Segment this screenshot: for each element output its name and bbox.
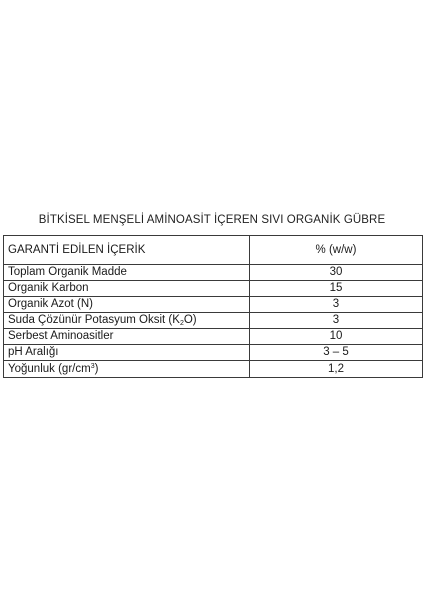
table-row <box>4 345 423 361</box>
table-row <box>4 281 423 297</box>
row-name: Organik Karbon <box>4 281 250 297</box>
row-name-suffix: O) <box>183 314 197 326</box>
row-name: Toplam Organik Madde <box>4 265 250 281</box>
row-name-subscript: 2 <box>179 320 184 327</box>
row-name-suffix: ) <box>94 362 99 375</box>
table-row <box>4 265 423 281</box>
row-value: 3 <box>250 297 423 313</box>
guaranteed-content-table <box>3 235 423 378</box>
table-row <box>4 361 423 378</box>
row-name-superscript: 3 <box>90 362 95 370</box>
table-row <box>4 313 423 329</box>
row-value: 10 <box>250 329 423 345</box>
table-row <box>4 329 423 345</box>
row-name <box>4 361 250 378</box>
row-value: 1,2 <box>250 361 423 378</box>
row-name-text: Yoğunluk (gr/cm <box>8 362 91 375</box>
row-value: 3 – 5 <box>250 345 423 361</box>
header-content: GARANTİ EDİLEN İÇERİK <box>4 236 250 265</box>
row-value: 30 <box>250 265 423 281</box>
table-header-row <box>4 236 423 265</box>
table-row <box>4 297 423 313</box>
row-value: 15 <box>250 281 423 297</box>
row-value: 3 <box>250 313 423 329</box>
row-name: Serbest Aminoasitler <box>4 329 250 345</box>
document-title: BİTKİSEL MENŞELİ AMİNOASİT İÇEREN SIVI ORGANİK GÜBRE <box>38 214 386 226</box>
row-name <box>4 313 250 329</box>
row-name: pH Aralığı <box>4 345 250 361</box>
row-name-text: Suda Çözünür Potasyum Oksit (K <box>8 314 180 326</box>
row-name: Organik Azot (N) <box>4 297 250 313</box>
header-percentage: % (w/w) <box>250 236 423 265</box>
